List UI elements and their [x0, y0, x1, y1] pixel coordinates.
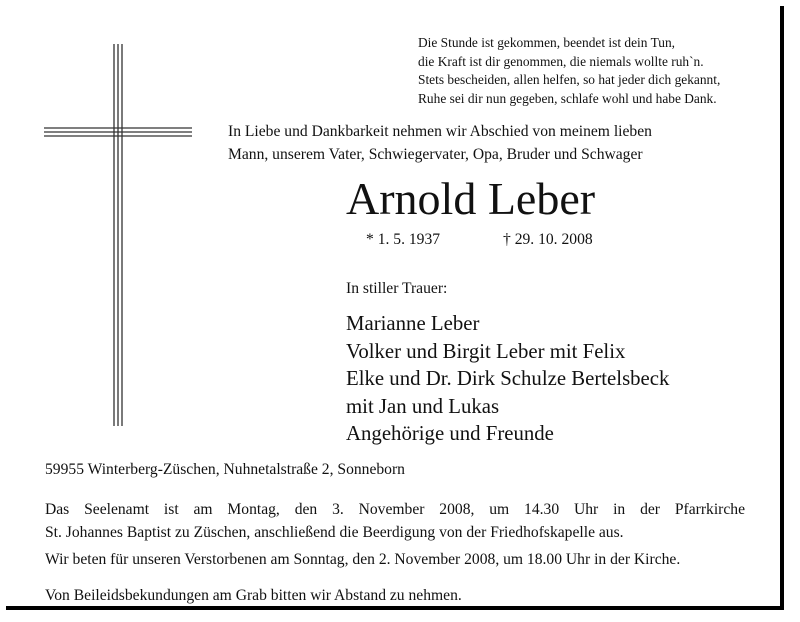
poem-line: Die Stunde ist gekommen, beendet ist dein Tun,: [418, 35, 676, 50]
address: 59955 Winterberg-Züschen, Nuhnetalstraße 2, Sonneborn: [45, 461, 405, 478]
mourning-label: In stiller Trauer:: [346, 280, 448, 297]
mourner-name: Volker und Birgit Leber mit Felix: [346, 339, 626, 363]
prayer-notice: Wir beten für unseren Verstorbenen am Sonntag, den 2. November 2008, um 18.00 Uhr in der Kirche.: [45, 551, 681, 568]
poem-line: Ruhe sei dir nun gegeben, schlafe wohl und habe Dank.: [418, 90, 717, 106]
poem: [418, 34, 720, 108]
mourners-list: [346, 310, 669, 448]
deceased-name: Arnold Leber: [346, 173, 596, 224]
requiem-line: St. Johannes Baptist zu Züschen, anschließend die Beerdigung von der Friedhofskapelle aus.: [45, 524, 624, 541]
requiem-notice: [45, 498, 745, 544]
requiem-line: Das Seelenamt ist am Montag, den 3. November 2008, um 14.30 Uhr in der Pfarrkirche: [45, 501, 745, 518]
mourner-name: mit Jan und Lukas: [346, 394, 500, 418]
cross-icon: [0, 0, 200, 430]
condolence-notice: Von Beileidsbekundungen am Grab bitten wir Abstand zu nehmen.: [45, 587, 462, 604]
poem-line: Stets bescheiden, allen helfen, so hat jeder dich gekannt,: [418, 72, 721, 87]
intro-line: In Liebe und Dankbarkeit nehmen wir Abschied von meinem lieben: [228, 123, 652, 140]
intro-text: [228, 120, 743, 166]
poem-line: die Kraft ist dir genommen, die niemals wollte ruh`n.: [418, 53, 704, 69]
death-date: † 29. 10. 2008: [503, 231, 593, 248]
mourner-name: Angehörige und Freunde: [346, 422, 554, 445]
birth-date: * 1. 5. 1937: [366, 231, 441, 248]
mourner-name: Elke und Dr. Dirk Schulze Bertelsbeck: [346, 367, 670, 390]
intro-line: Mann, unserem Vater, Schwiegervater, Opa, Bruder und Schwager: [228, 146, 643, 163]
mourner-name: Marianne Leber: [346, 312, 480, 335]
